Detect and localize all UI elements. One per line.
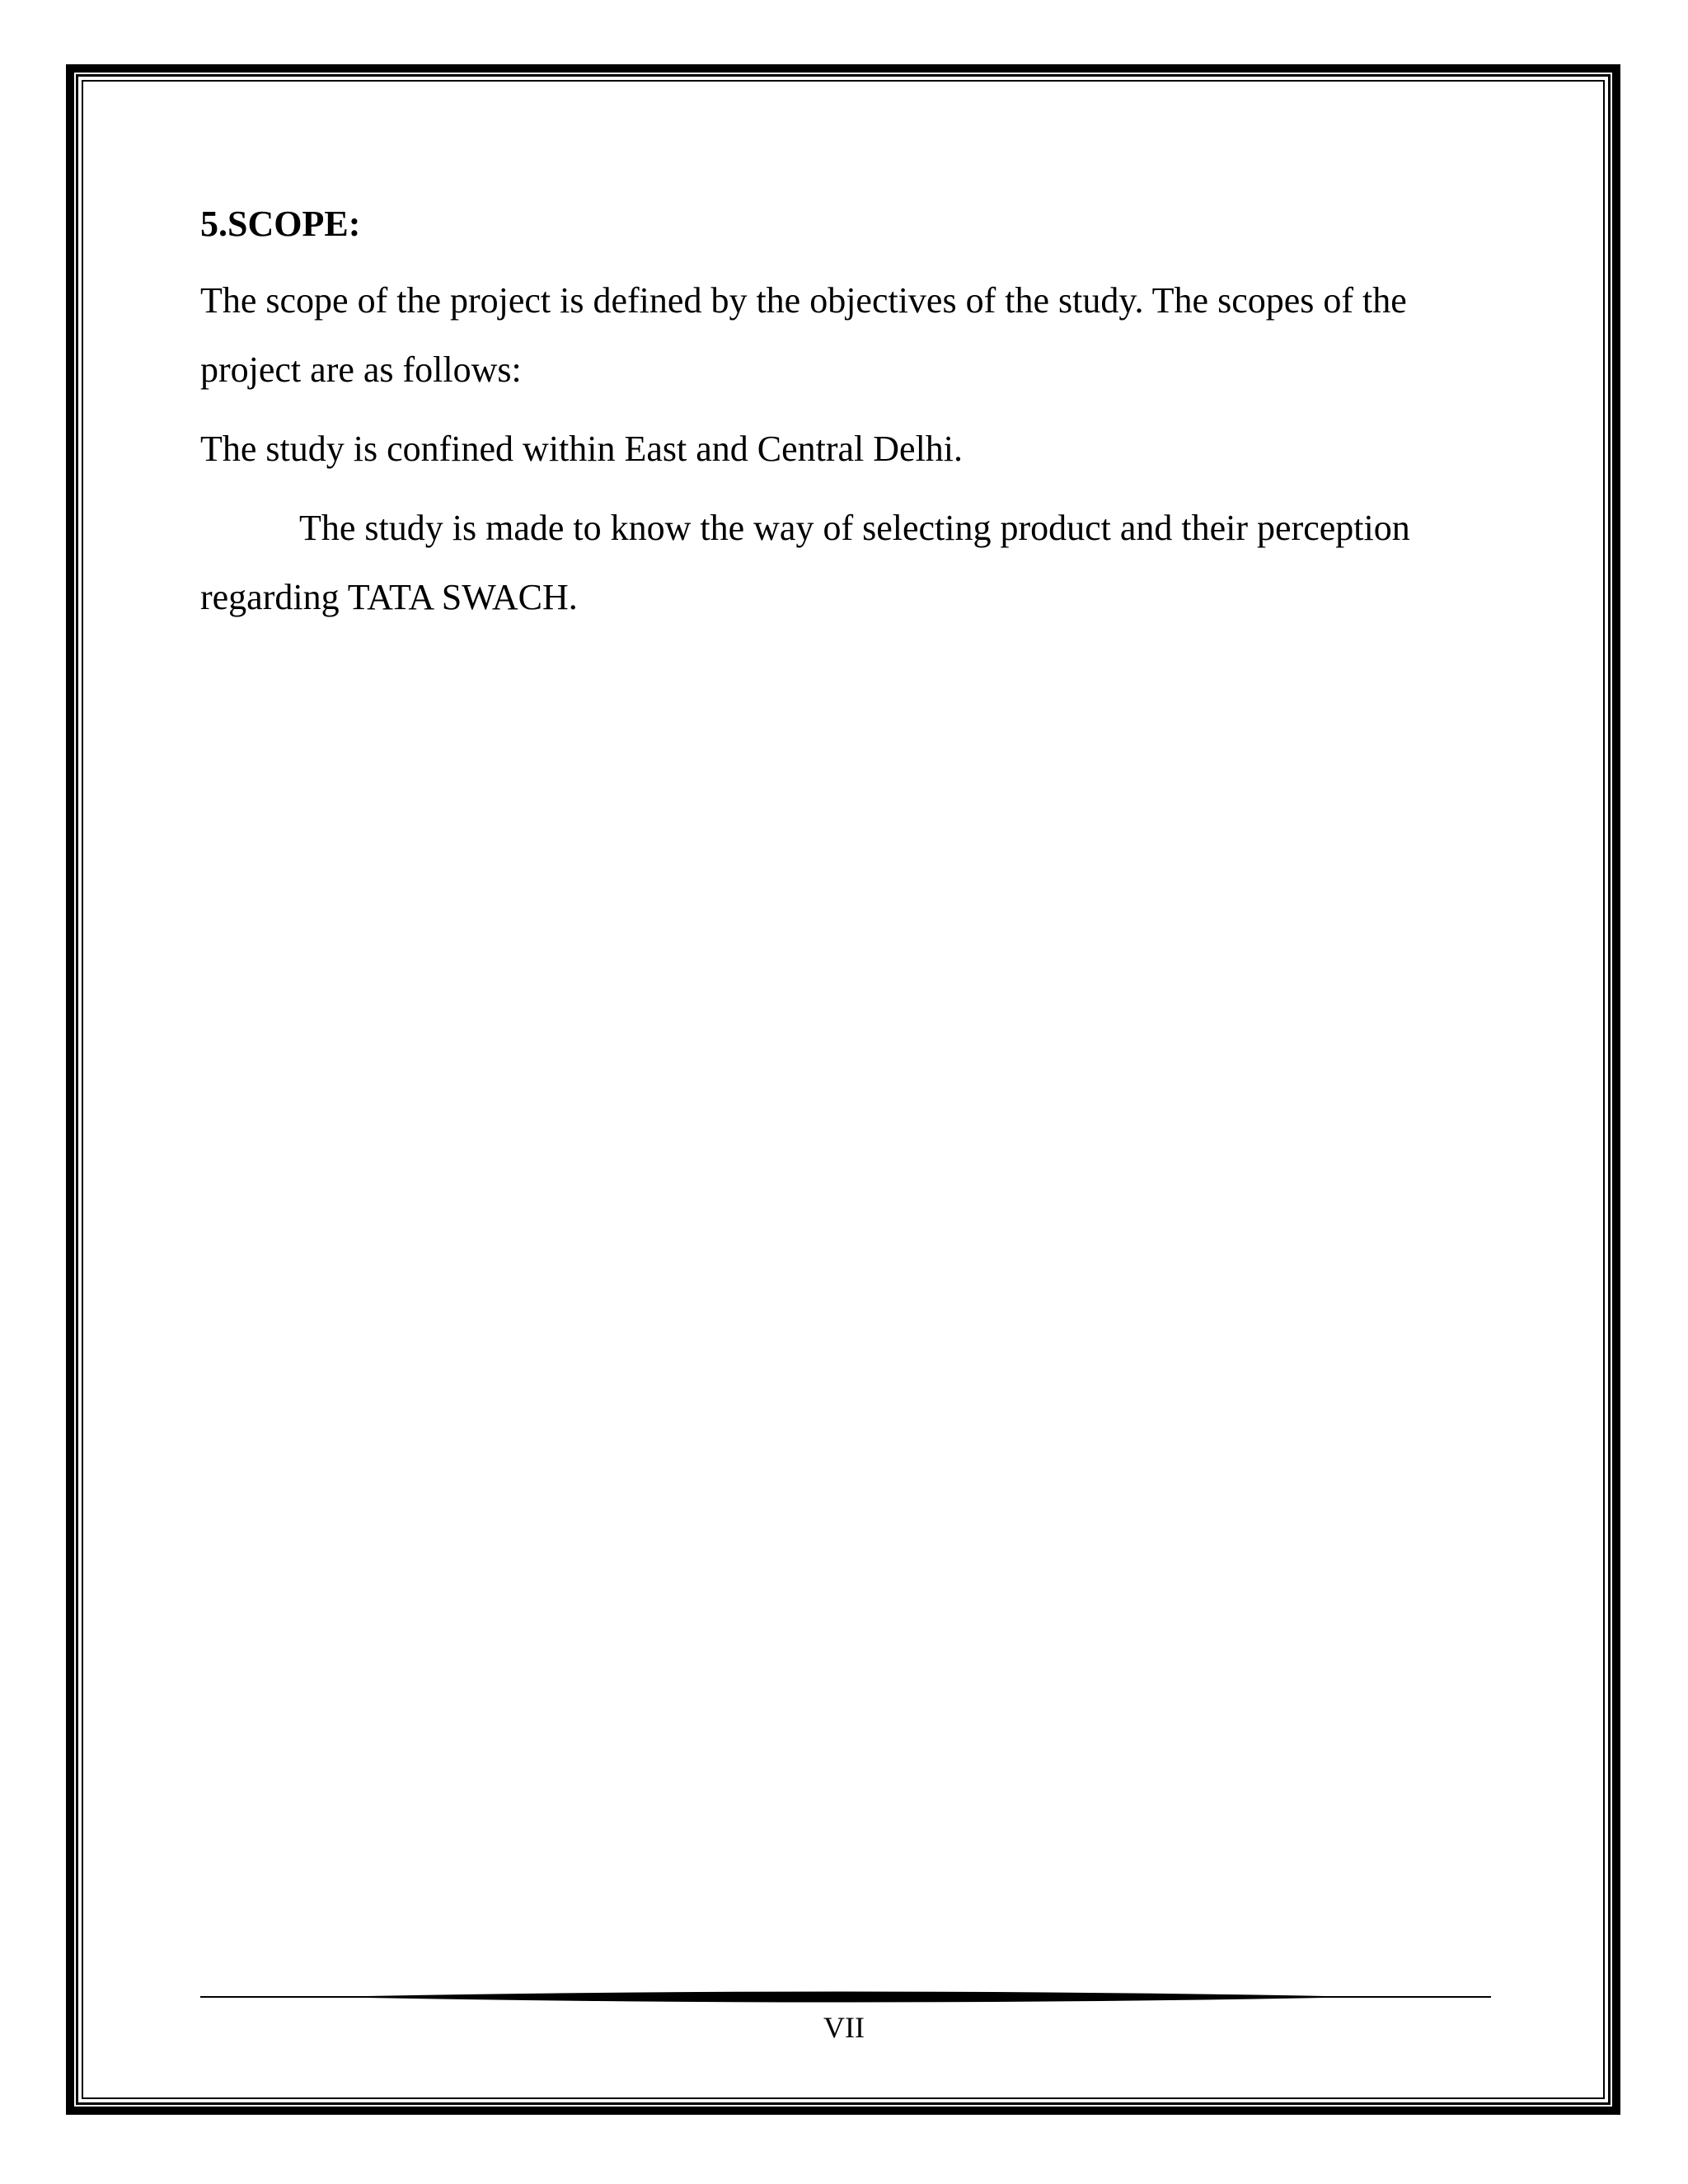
paragraph-scope-definition: The scope of the project is defined by the objectives of the study. The scopes of the project are as follows: (200, 280, 1407, 390)
paragraph-study-area: The study is confined within East and Central Delhi. (200, 429, 964, 469)
section-heading: 5.SCOPE: (200, 204, 361, 244)
page-number: VII (823, 2011, 865, 2044)
footer-divider (200, 1988, 1491, 2006)
paragraph-study-purpose: The study is made to know the way of selecting product and their perception regarding TATA SWACH. (200, 508, 1410, 617)
page-content (200, 192, 1494, 642)
